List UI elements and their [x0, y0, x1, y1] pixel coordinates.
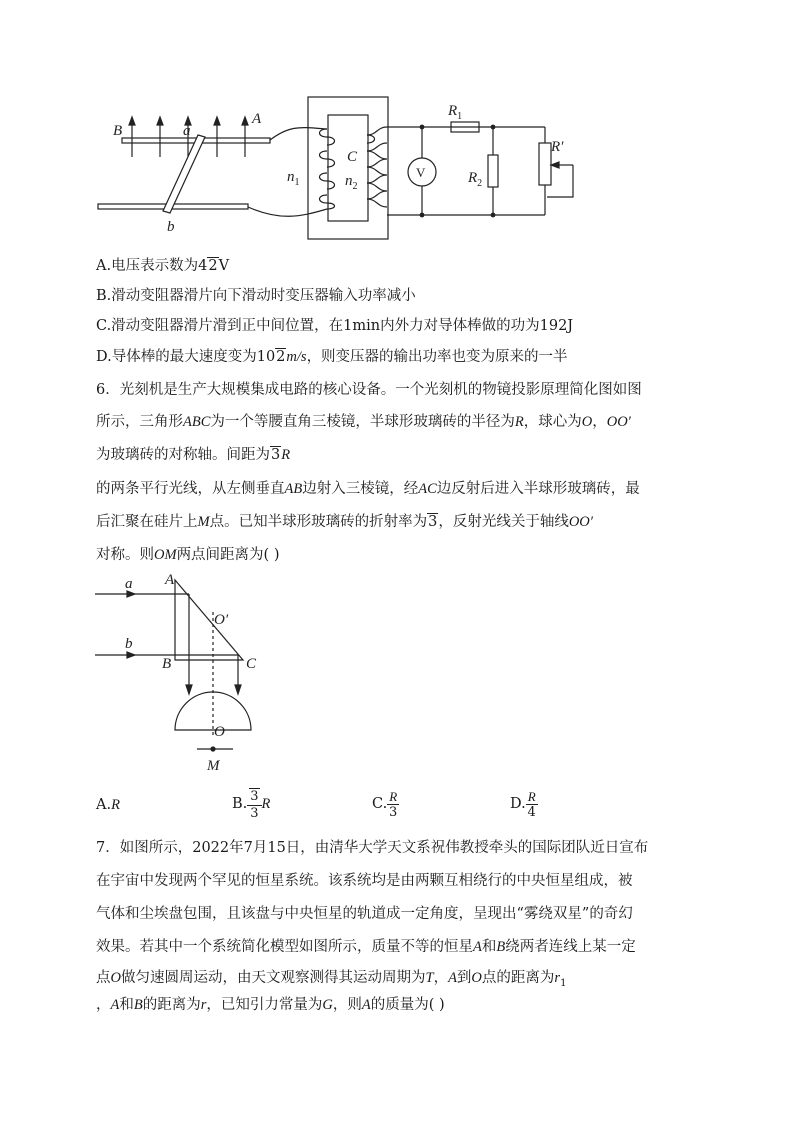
fig-label-b: b [125, 636, 133, 652]
fig-label-C: C [246, 656, 257, 672]
label-n1: $n_1$ [287, 169, 300, 188]
label-A: A [252, 111, 262, 127]
point-M [210, 746, 215, 751]
q7-line-3: 气体和尘埃盘包围，且该盘与中央恒星的轨道成一定角度，呈现出“雾绕双星”的奇幻 [96, 906, 633, 922]
q6-option-c: C. $\frac{R}{3}$ [372, 788, 398, 820]
rheostat [539, 143, 551, 185]
transformer-core-outer [308, 97, 388, 239]
fig-label-M: M [207, 758, 220, 774]
fig-label-a: a [125, 576, 133, 592]
resistor-r2 [488, 155, 498, 187]
voltmeter-label: V [416, 165, 426, 180]
label-a: a [183, 123, 191, 139]
fig-label-O: O [214, 724, 225, 740]
q6-option-b: B. $\frac{3}{3}$ R [232, 788, 271, 821]
secondary-coil [367, 127, 387, 207]
label-C: C [347, 149, 358, 165]
q7-line-2: 在宇宙中发现两个罕见的恒星系统。该系统均是由两颗互相绕行的中央恒星组成，被 [96, 873, 633, 889]
q7-line-5: 点O做匀速圆周运动，由天文观察测得其运动周期为T，A到O点的距离为$r_1$ [96, 970, 567, 989]
label-R1: $R_1$ [448, 103, 463, 122]
q5-option-d: D.导体棒的最大速度变为102m/s，则变压器的输出功率也变为原来的一半 [96, 349, 568, 365]
q6-line-1: 6．光刻机是生产大规模集成电路的核心设备。一个光刻机的物镜投影原理简化图如图 [96, 382, 642, 398]
conductor-rod [163, 135, 205, 213]
fig-label-B: B [162, 656, 172, 672]
q5-option-c: C.滑动变阻器滑片滑到正中间位置，在1min内外力对导体棒做的功为192J [96, 318, 574, 334]
q6-line-5: 后汇聚在硅片上M点。已知半球形玻璃砖的折射率为3，反射光线关于轴线OO′ [96, 514, 593, 530]
fig-label-O-prime: O′ [214, 612, 229, 628]
label-R2: $R_2$ [468, 170, 483, 189]
fig-label-A: A [165, 572, 175, 588]
q6-line-2: 所示，三角形ABC为一个等腰直角三棱镜，半球形玻璃砖的半径为R，球心为O，OO′ [96, 414, 631, 430]
q7-line-6: ，A和B的距离为r，已知引力常量为G，则A的质量为( ) [96, 997, 445, 1013]
q5-option-b: B.滑动变阻器滑片向下滑动时变压器输入功率减小 [96, 288, 416, 304]
q6-option-d: D. $\frac{R}{4}$ [510, 788, 536, 820]
label-R-prime: R′ [551, 139, 564, 155]
q7-line-1: 7．如图所示，2022年7月15日，由清华大学天文系祝伟教授牵头的国际团队近日宣布 [96, 840, 649, 856]
label-B: B [113, 123, 123, 139]
q5-option-a: A.电压表示数为42V [96, 258, 230, 274]
q7-line-4: 效果。若其中一个系统简化模型如图所示，质量不等的恒星A和B绕两者连线上某一定 [96, 939, 636, 955]
prism-hemisphere-figure [93, 572, 268, 777]
label-n2: $n_2$ [345, 173, 358, 192]
primary-coil [320, 129, 335, 209]
q6-line-4: 的两条平行光线，从左侧垂直AB边射入三棱镜，经AC边反射后进入半球形玻璃砖，最 [96, 481, 640, 497]
label-b: b [167, 219, 175, 235]
transformer-circuit-figure [95, 85, 595, 250]
prism-abc [175, 580, 243, 660]
q6-line-3: 为玻璃砖的对称轴。间距为3R [96, 447, 291, 463]
q6-option-a: A.R [96, 797, 120, 813]
q6-line-6: 对称。则OM两点间距离为( ) [96, 547, 280, 563]
